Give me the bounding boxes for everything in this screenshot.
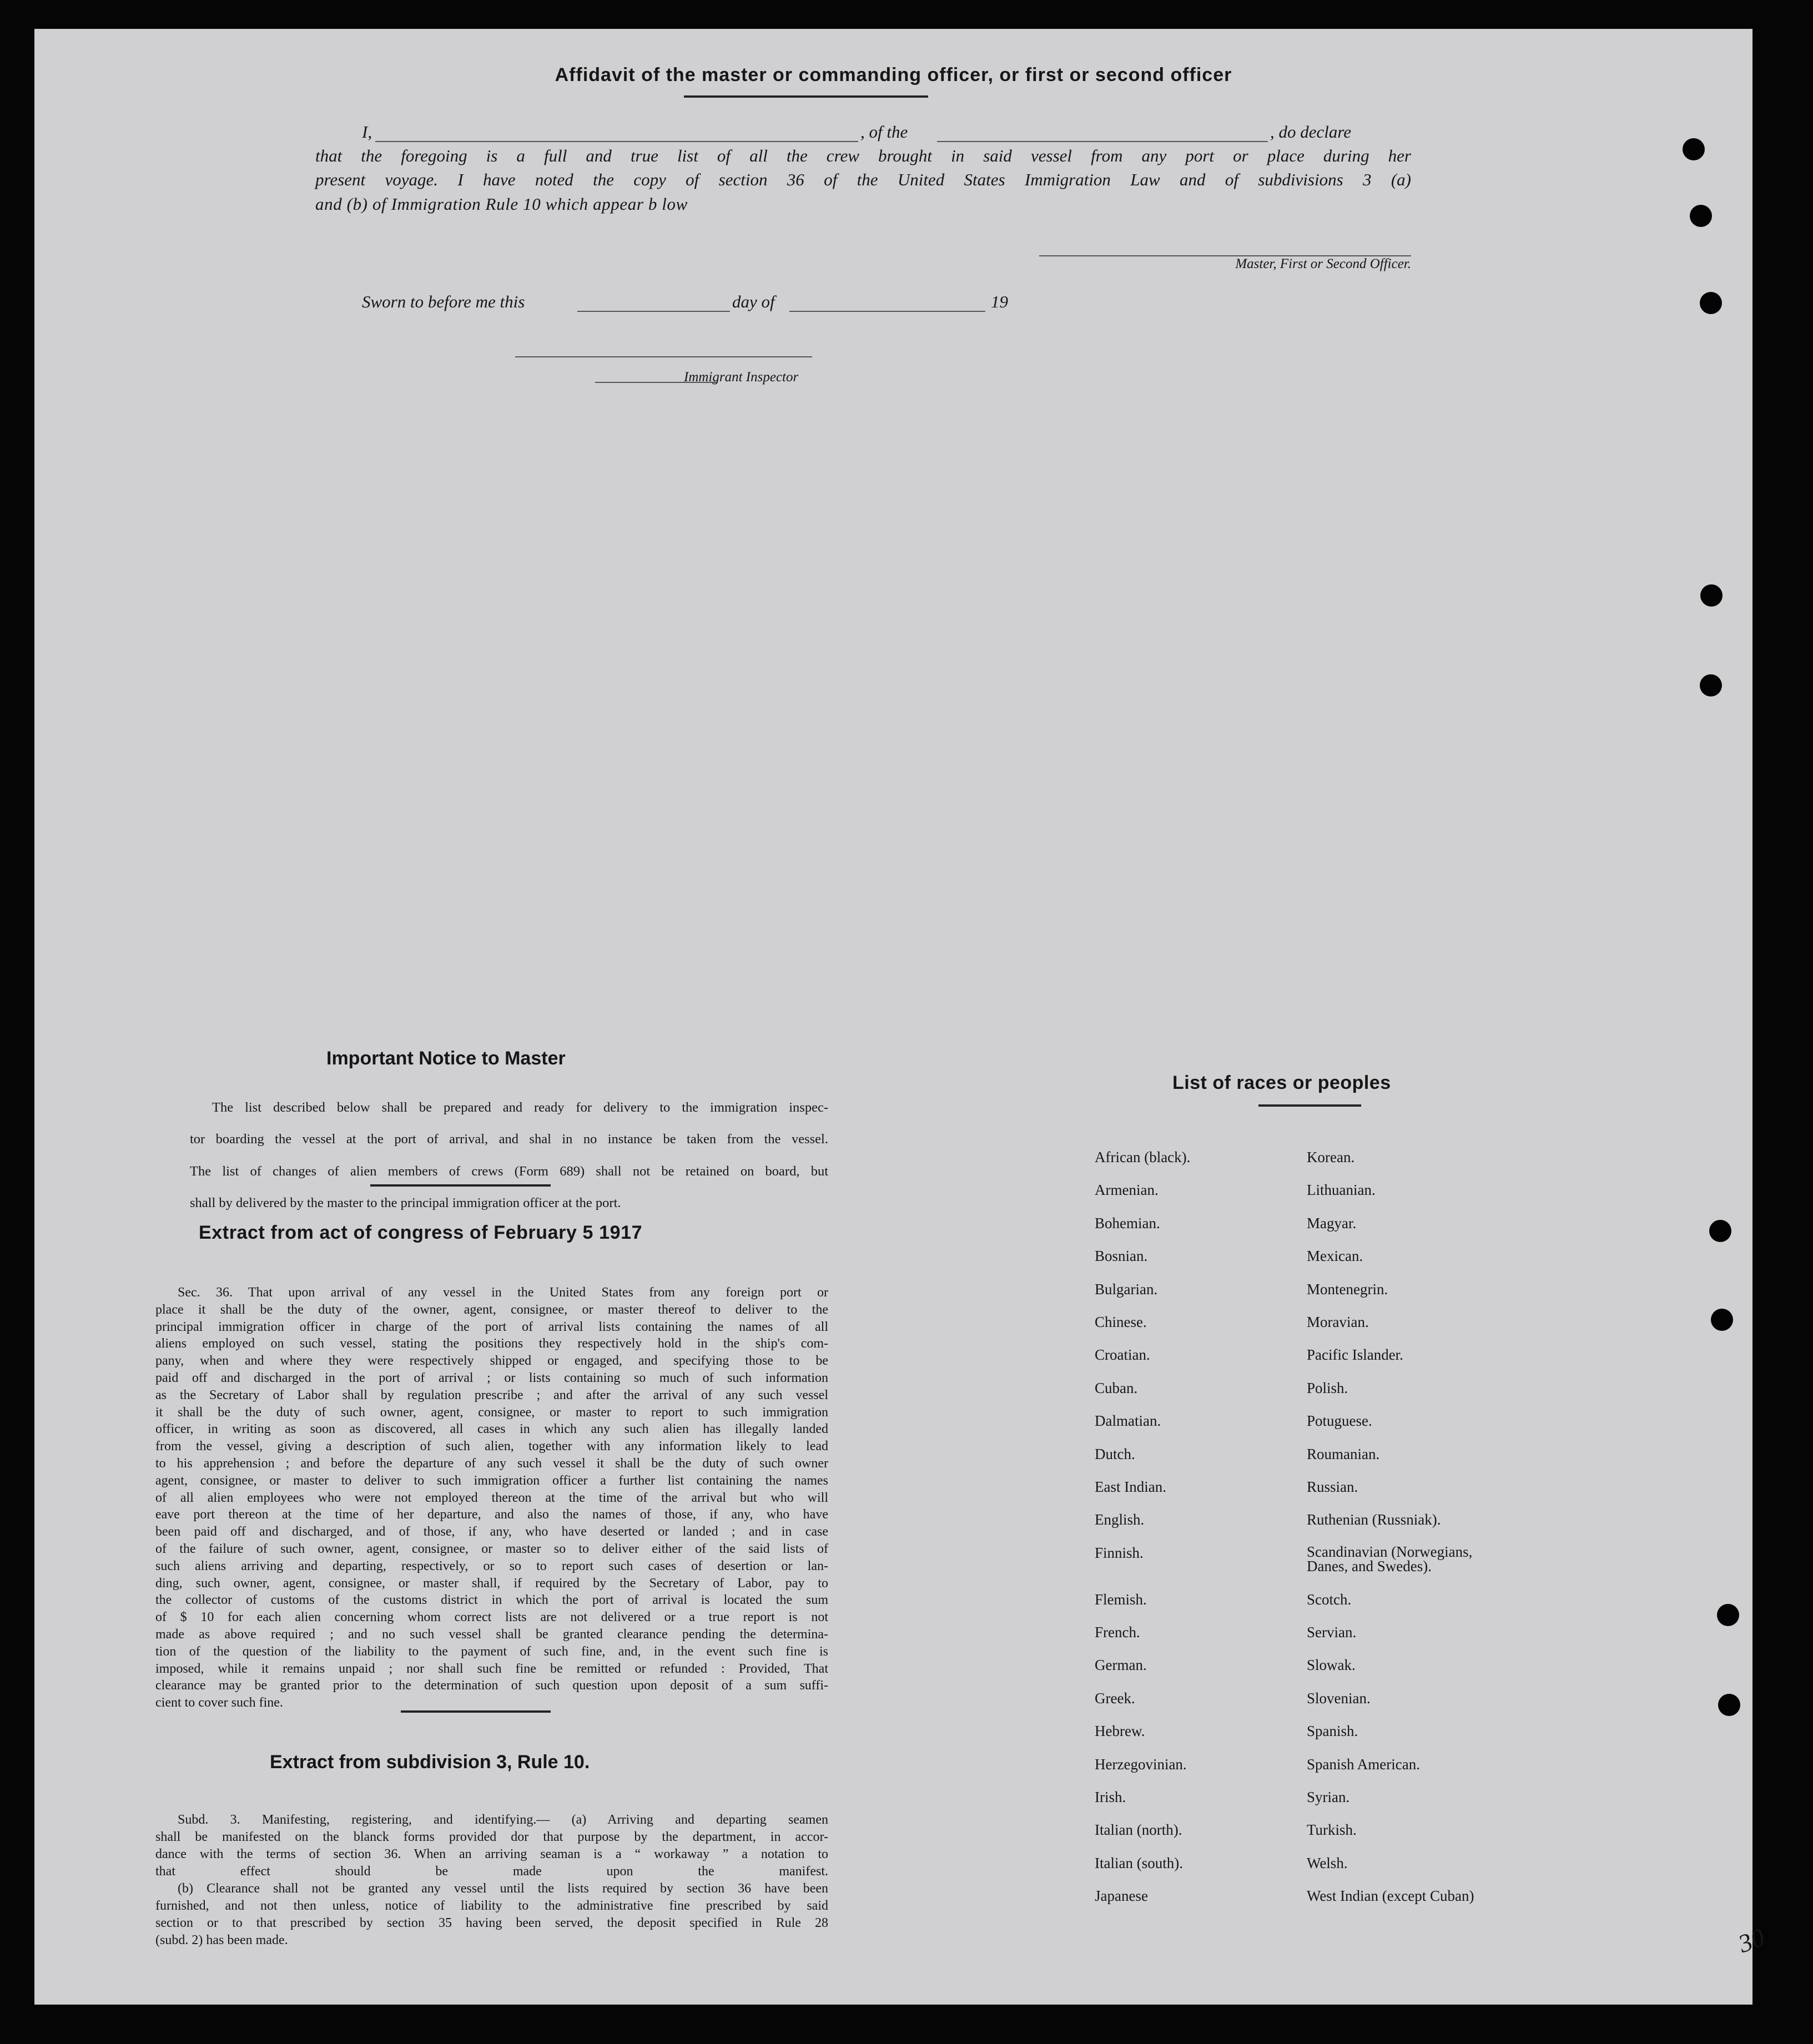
race-right: Magyar. [1307, 1214, 1357, 1232]
race-left: Bosnian. [1095, 1248, 1148, 1265]
race-left: Armenian. [1095, 1182, 1159, 1199]
punch-hole [1709, 1220, 1731, 1242]
text-line: cient to cover such fine. [155, 1695, 283, 1710]
affidavit-line-1 [362, 122, 1411, 147]
race-row [1095, 1380, 1490, 1412]
race-row [1095, 1281, 1490, 1314]
text-line: such aliens arriving and departing, respectively, or so to report such cases of desertion or lan- [155, 1558, 828, 1573]
race-right: Korean. [1307, 1149, 1355, 1165]
race-left: Dutch. [1095, 1445, 1135, 1462]
race-row [1095, 1690, 1490, 1723]
sworn-line [362, 292, 1084, 316]
race-left: East Indian. [1095, 1478, 1166, 1495]
text-line: of $ 10 for each alien concerning whom correct lists are not delivered or a true report is not [155, 1610, 828, 1625]
race-row [1095, 1789, 1490, 1821]
text-line: eave port thereon at the time of her departure, and also the names of those, if any, who have [155, 1507, 828, 1522]
text-line: shall be manifested on the blanck forms provided dor that purpose by the department, in accor- [155, 1830, 828, 1844]
sworn-day-blank [577, 311, 730, 312]
race-row [1095, 1478, 1490, 1511]
race-left: African (black). [1095, 1149, 1191, 1165]
race-row [1095, 1149, 1490, 1182]
notice-title: Important Notice to Master [326, 1048, 566, 1069]
punch-hole [1718, 1694, 1740, 1716]
name-blank [375, 141, 858, 142]
race-left: Herzegovinian. [1095, 1755, 1187, 1773]
text-line: that effect should be made upon the manifest. [155, 1864, 828, 1879]
races-title: List of races or peoples [1172, 1072, 1391, 1093]
punch-hole [1700, 292, 1722, 314]
text-line: aliens employed on such vessel, stating the positions they respectively hold in the ship's com- [155, 1336, 828, 1351]
text-line: ding, such owner, agent, consignee, or master shall, if required by the Secretary of Labor, pay to [155, 1576, 828, 1591]
text-line: Sec. 36. That upon arrival of any vessel in the United States from any foreign port or [178, 1285, 828, 1300]
race-right: Montenegrin. [1307, 1280, 1388, 1298]
text-line: furnished, and not then unless, notice of liability to the administrative fine prescribed by said [155, 1899, 828, 1913]
race-row [1095, 1624, 1490, 1657]
race-right: Polish. [1307, 1379, 1348, 1396]
affidavit-line-4: and (b) of Immigration Rule 10 which appear b low [315, 194, 688, 214]
affidavit-line-2: that the foregoing is a full and true list of all the crew brought in said vessel from any port or place during her [315, 146, 1411, 165]
affidavit-i: I, [362, 122, 372, 142]
text-line: place it shall be the duty of the owner, agent, consignee, or master thereof to deliver to the [155, 1302, 828, 1317]
race-left: German. [1095, 1657, 1147, 1674]
corner-mark: 30 [1734, 1922, 1769, 1959]
text-line: The list described below shall be prepared and ready for delivery to the immigration inspec- [212, 1099, 828, 1115]
races-table [1095, 1149, 1490, 1921]
subdivision-3-body [155, 1811, 828, 1949]
text-line: made as above required ; and no such vessel shall be granted clearance pending the determina- [155, 1627, 828, 1642]
text-line: dance with the terms of section 36. When an arriving seaman is a “ workaway ” a notation to [155, 1847, 828, 1861]
race-right: West Indian (except Cuban) [1307, 1887, 1474, 1905]
race-row [1095, 1412, 1490, 1445]
text-line: The list of changes of alien members of crews (Form 689) shall not be retained on board, but [190, 1163, 828, 1179]
text-line: (subd. 2) has been made. [155, 1933, 288, 1947]
text-line: the collector of customs of the customs district in which the port of arrival is located the sum [155, 1593, 828, 1608]
race-right: Moravian. [1307, 1313, 1369, 1330]
race-right: Ruthenian (Russniak). [1307, 1511, 1441, 1528]
race-left: Cuban. [1095, 1379, 1138, 1396]
race-row [1095, 1182, 1490, 1214]
race-left: Italian (south). [1095, 1854, 1183, 1871]
race-right: Welsh. [1307, 1854, 1348, 1871]
text-line: paid off and discharged in the port of arrival ; or lists containing so much of such information [155, 1370, 828, 1385]
race-row [1095, 1314, 1490, 1346]
race-left: Italian (north). [1095, 1821, 1182, 1839]
text-line: officer, in writing as soon as discovered, all cases in which any such alien has illegally landed [155, 1422, 828, 1437]
text-line: principal immigration officer in charge of the port of arrival lists containing the names of all [155, 1319, 828, 1334]
punch-hole [1700, 584, 1723, 607]
inspector-line [515, 356, 812, 357]
text-line: section or to that prescribed by section 35 having been served, the deposit specified in Rule 28 [155, 1916, 828, 1930]
race-right: Pacific Islander. [1307, 1346, 1403, 1364]
text-line: been paid off and discharged, and of those, if any, who have deserted or landed ; and in case [155, 1525, 828, 1540]
race-right: Russian. [1307, 1478, 1358, 1495]
race-row [1095, 1821, 1490, 1854]
punch-hole [1700, 674, 1722, 697]
race-left: Dalmatian. [1095, 1412, 1161, 1430]
text-line: imposed, while it remains unpaid ; nor shall such fine be remitted or refunded : Provided, That [155, 1661, 828, 1676]
race-left: Flemish. [1095, 1591, 1147, 1608]
race-right: Spanish. [1307, 1723, 1358, 1740]
affidavit-of-the: , of the [860, 122, 908, 142]
text-line: as the Secretary of Labor shall by regulation prescribe ; and after the arrival of any such vessel [155, 1387, 828, 1402]
race-left: Japanese [1095, 1887, 1148, 1905]
notice-body [190, 1084, 828, 1226]
vessel-blank [937, 141, 1268, 142]
inspector-label: Immigrant Inspector [684, 370, 799, 385]
race-right: Potuguese. [1307, 1412, 1372, 1430]
race-row [1095, 1446, 1490, 1478]
race-left: Bulgarian. [1095, 1280, 1158, 1298]
affidavit-title: Affidavit of the master or commanding officer, or first or second officer [555, 64, 1232, 85]
affidavit-line-3: present voyage. I have noted the copy of section 36 of the United States Immigration Law and of subdivisions 3 (a) [315, 170, 1411, 189]
race-row [1095, 1723, 1490, 1755]
race-row [1095, 1248, 1490, 1280]
race-right: Slowak. [1307, 1657, 1356, 1674]
race-right: Turkish. [1307, 1821, 1357, 1839]
race-row [1095, 1591, 1490, 1624]
race-right: Lithuanian. [1307, 1182, 1376, 1199]
signature-label: Master, First or Second Officer. [1235, 256, 1411, 271]
text-line: it shall be the duty of such owner, agent, consignee, or master to report to such immigration [155, 1405, 828, 1420]
race-left: Croatian. [1095, 1346, 1150, 1364]
race-right: Roumanian. [1307, 1445, 1380, 1462]
race-right: Syrian. [1307, 1789, 1350, 1806]
race-row [1095, 1215, 1490, 1248]
punch-hole [1717, 1604, 1739, 1626]
race-row [1095, 1887, 1490, 1920]
race-row [1095, 1855, 1490, 1887]
race-right: Scotch. [1307, 1591, 1352, 1608]
text-line: to his apprehension ; and before the departure of any such vessel it shall be the duty of such owner [155, 1456, 828, 1471]
race-left: Finnish. [1095, 1544, 1144, 1561]
race-left: Chinese. [1095, 1313, 1147, 1330]
section-36-body [155, 1284, 828, 1712]
race-right: Spanish American. [1307, 1755, 1420, 1773]
text-line: clearance may be granted prior to the determination of such question upon deposit of a sum suffi- [155, 1678, 828, 1693]
punch-hole [1690, 205, 1712, 227]
sworn-month-blank [789, 311, 985, 312]
races-title-rule [1258, 1104, 1361, 1107]
extract-divider [401, 1710, 551, 1713]
text-line: from the vessel, giving a description of such alien, together with any information likely to lead [155, 1439, 828, 1454]
race-left: Hebrew. [1095, 1723, 1145, 1740]
extract-rule-title: Extract from subdivision 3, Rule 10. [270, 1752, 590, 1773]
punch-hole [1711, 1309, 1733, 1331]
text-line: shall by delivered by the master to the principal immigration officer at the port. [190, 1195, 621, 1210]
race-left: English. [1095, 1511, 1145, 1528]
text-line: agent, consignee, or master to deliver to such immigration officer a further list containing the names [155, 1473, 828, 1488]
affidavit-declare: , do declare [1270, 122, 1352, 142]
sworn-day-of: day of [732, 292, 775, 311]
text-line: pany, when and where they were respectively shipped or engaged, and specifying those to be [155, 1354, 828, 1369]
punch-hole [1683, 138, 1705, 160]
notice-divider [370, 1184, 551, 1187]
document-page [34, 29, 1769, 2005]
race-row [1095, 1511, 1490, 1544]
race-left: Bohemian. [1095, 1214, 1160, 1232]
affidavit-title-rule [684, 95, 928, 98]
sworn-label: Sworn to before me this [362, 292, 525, 311]
race-right: Scandinavian (Norwegians, Danes, and Swedes). [1307, 1543, 1473, 1574]
race-row [1095, 1346, 1490, 1379]
text-line: tor boarding the vessel at the port of arrival, and shal in no instance be taken from the vessel. [190, 1132, 828, 1147]
sworn-year: 19 [991, 292, 1008, 311]
text-line: of the failure of such owner, agent, consignee, or master so to deliver either of the said lists of [155, 1541, 828, 1556]
extract-act-title: Extract from act of congress of February 5 1917 [199, 1222, 643, 1243]
race-row [1095, 1657, 1490, 1689]
race-left: Greek. [1095, 1689, 1135, 1707]
race-left: French. [1095, 1624, 1140, 1641]
race-right: Mexican. [1307, 1248, 1363, 1265]
race-row [1095, 1545, 1490, 1591]
race-right: Slovenian. [1307, 1689, 1371, 1707]
race-row [1095, 1756, 1490, 1789]
race-right: Servian. [1307, 1624, 1357, 1641]
text-line: (b) Clearance shall not be granted any vessel until the lists required by section 36 have been [178, 1881, 828, 1896]
text-line: of all alien employees who were not employed thereon at the time of the arrival but who will [155, 1490, 828, 1505]
text-line: Subd. 3. Manifesting, registering, and identifying.— (a) Arriving and departing seamen [178, 1813, 828, 1827]
text-line: tion of the question of the liability to the payment of such fine, and, in the event such fine is [155, 1644, 828, 1659]
race-left: Irish. [1095, 1789, 1126, 1806]
